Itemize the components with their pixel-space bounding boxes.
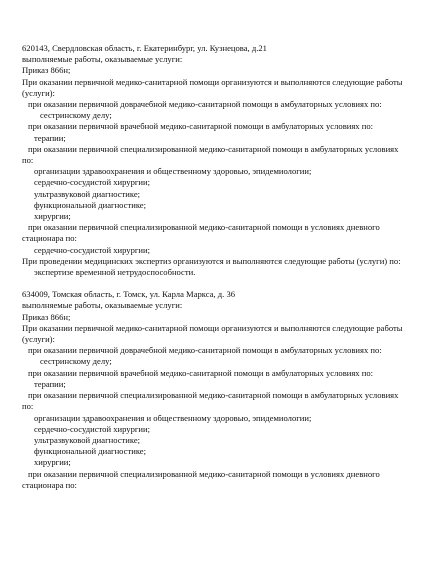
text-line: сердечно-сосудистой хирургии; xyxy=(34,423,151,434)
text-line: функциональной диагностике; xyxy=(34,199,147,210)
text-line: при оказании первичной врачебной медико-санитарной помощи в амбулаторных условиях по: xyxy=(28,367,374,378)
document-body xyxy=(22,43,410,491)
text-line: при оказании первичной врачебной медико-санитарной помощи в амбулаторных условиях по: xyxy=(28,121,374,132)
text-line: при оказании первичной доврачебной медико-санитарной помощи в амбулаторных условиях по: xyxy=(28,99,382,110)
address-block xyxy=(22,43,410,278)
text-line: сердечно-сосудистой хирургии; xyxy=(34,244,151,255)
text-line: выполняемые работы, оказываемые услуги: xyxy=(22,300,183,311)
text-line: сестринскому делу; xyxy=(40,110,112,121)
address-line: 634009, Томская область, г. Томск, ул. Карла Маркса, д. 36 xyxy=(22,289,236,300)
text-line: при оказании первичной доврачебной медико-санитарной помощи в амбулаторных условиях по: xyxy=(28,345,382,356)
text-line: При проведении медицинских экспертиз организуются и выполняются следующие работы (услуги) по: xyxy=(22,255,401,266)
text-line: организации здравоохранения и общественному здоровью, эпидемиологии; xyxy=(34,166,312,177)
text-line: при оказании первичной специализированной медико-санитарной помощи в условиях дневного стационара по: xyxy=(22,468,382,490)
text-line: функциональной диагностике; xyxy=(34,446,147,457)
text-line: Приказ 866н; xyxy=(22,311,71,322)
text-line: выполняемые работы, оказываемые услуги: xyxy=(22,54,183,65)
text-line: при оказании первичной специализированной медико-санитарной помощи в амбулаторных условиях по: xyxy=(22,143,401,166)
address-block xyxy=(22,289,410,491)
text-line: терапии; xyxy=(34,378,66,389)
text-line: Приказ 866н; xyxy=(22,65,71,76)
text-line: сестринскому делу; xyxy=(40,356,112,367)
text-line: экспертизе временной нетрудоспособности. xyxy=(34,267,196,278)
text-line: организации здравоохранения и общественному здоровью, эпидемиологии; xyxy=(34,412,312,423)
text-line: сердечно-сосудистой хирургии; xyxy=(34,177,151,188)
text-line: При оказании первичной медико-санитарной помощи организуются и выполняются следующие работы (услуги): xyxy=(22,76,405,98)
text-line: При оказании первичной медико-санитарной помощи организуются и выполняются следующие работы (услуги): xyxy=(22,322,405,345)
text-line: хирургии; xyxy=(34,457,71,468)
text-line: при оказании первичной специализированной медико-санитарной помощи в амбулаторных условиях по: xyxy=(22,390,401,412)
address-line: 620143, Свердловская область, г. Екатеринбург, ул. Кузнецова, д.21 xyxy=(22,43,267,53)
text-line: ультразвуковой диагностике; xyxy=(34,188,141,199)
text-line: ультразвуковой диагностике; xyxy=(34,434,141,445)
text-line: при оказании первичной специализированной медико-санитарной помощи в условиях дневного стационара по: xyxy=(22,222,382,244)
text-line: терапии; xyxy=(34,132,66,143)
text-line: хирургии; xyxy=(34,211,71,222)
